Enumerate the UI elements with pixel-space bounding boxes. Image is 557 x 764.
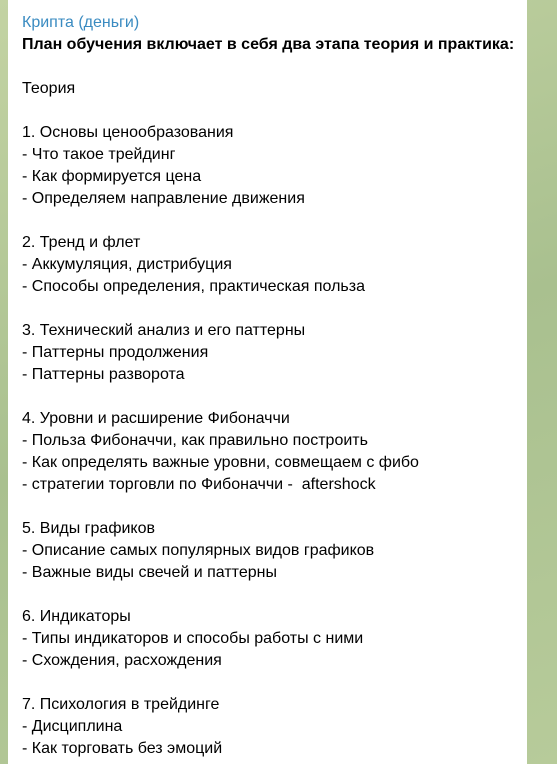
message-line: [22, 100, 513, 122]
message-line: - Аккумуляция, дистрибуция: [22, 256, 232, 273]
message-line: - Как определять важные уровни, совмещаем с фибо: [22, 454, 419, 471]
message-line: - Паттерны продолжения: [22, 344, 209, 361]
message-line: - Схождения, расхождения: [22, 652, 222, 669]
message-line: - Типы индикаторов и способы работы с ними: [22, 630, 364, 647]
message-line: [22, 496, 513, 518]
message-line: 5. Виды графиков: [22, 520, 155, 537]
message-line: [22, 56, 513, 78]
message-line: - стратегии торговли по Фибоначчи - aftershock: [22, 476, 376, 493]
message-line: - Как формируется цена: [22, 168, 202, 185]
message-line: - Дисциплина: [22, 718, 123, 735]
message-line: 4. Уровни и расширение Фибоначчи: [22, 410, 290, 427]
message-line: - Польза Фибоначчи, как правильно построить: [22, 432, 368, 449]
message-line: 2. Тренд и флет: [22, 234, 141, 251]
message-line: - Важные виды свечей и паттерны: [22, 564, 277, 581]
message-bubble: [8, 0, 527, 764]
message-line: - Определяем направление движения: [22, 190, 305, 207]
message-line: - Описание самых популярных видов графиков: [22, 542, 375, 559]
message-line: - Что такое трейдинг: [22, 146, 176, 163]
message-line: [22, 672, 513, 694]
message-line: - Способы определения, практическая польза: [22, 278, 365, 295]
message-body: [22, 56, 513, 760]
message-line: - Как торговать без эмоций: [22, 740, 223, 757]
message-line: 6. Индикаторы: [22, 608, 131, 625]
message-line: [22, 298, 513, 320]
message-line: [22, 584, 513, 606]
sender-name[interactable]: Крипта (деньги): [22, 14, 140, 31]
message-line: [22, 210, 513, 232]
message-line: 7. Психология в трейдинге: [22, 696, 220, 713]
message-line: Теория: [22, 80, 76, 97]
message-line: 3. Технический анализ и его паттерны: [22, 322, 306, 339]
message-line: 1. Основы ценообразования: [22, 124, 234, 141]
message-line: - Паттерны разворота: [22, 366, 185, 383]
message-line: [22, 386, 513, 408]
message-headline: План обучения включает в себя два этапа теория и практика:: [22, 36, 515, 53]
